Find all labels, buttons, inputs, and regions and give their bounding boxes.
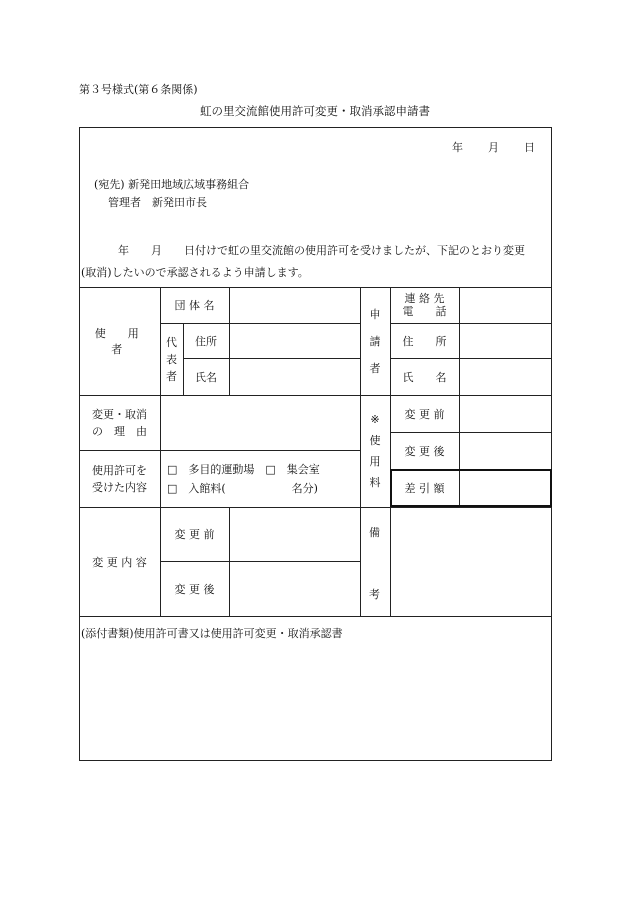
applicant-address-field[interactable] xyxy=(459,323,552,358)
change-before-label: 変 更 前 xyxy=(174,528,215,541)
permit-label: 使用許可を 受けた内容 xyxy=(92,463,147,494)
form-title: 虹の里交流館使用許可変更・取消承認申請書 xyxy=(200,104,430,118)
fee-before-field[interactable] xyxy=(459,395,552,432)
contact-label: 連 絡 先 電 話 xyxy=(402,292,447,318)
reason-field[interactable] xyxy=(160,395,360,450)
change-after-field[interactable] xyxy=(229,561,360,616)
attachment-field[interactable] xyxy=(79,645,552,760)
form-number: 第３号様式(第６条関係) xyxy=(79,83,198,96)
user-label: 使 用 者 xyxy=(94,327,161,356)
fee-label: ※ 使 用 料 xyxy=(369,413,381,489)
permit-option-2[interactable]: □ 入館料( 名分) xyxy=(167,482,318,495)
applicant-name-field[interactable] xyxy=(459,358,552,395)
remarks-label-char: 考 xyxy=(369,588,380,601)
address-label: 住所 xyxy=(195,334,217,348)
change-before-field[interactable] xyxy=(229,507,360,561)
attachment-note: (添付書類)使用許可書又は使用許可変更・取消承認書 xyxy=(81,627,343,640)
manager: 管理者 新発田市長 xyxy=(108,196,207,209)
group-name-label: 団 体 名 xyxy=(174,299,215,312)
contact-phone-field[interactable] xyxy=(459,287,552,323)
fee-after-field[interactable] xyxy=(459,432,552,469)
permit-option-1[interactable]: □ 多目的運動場 □ 集会室 xyxy=(167,463,320,476)
body-line-2: (取消)したいので承認されるよう申請します。 xyxy=(81,266,309,279)
representative-address-field[interactable] xyxy=(229,323,360,358)
remarks-label-char: 備 xyxy=(369,526,380,539)
change-after-label: 変 更 後 xyxy=(174,582,215,596)
reason-label: 変更・取消 の 理 由 xyxy=(92,407,147,438)
fee-before-label: 変 更 前 xyxy=(404,407,445,421)
date-line: 年 月 日 xyxy=(452,141,536,154)
remarks-field[interactable] xyxy=(390,507,552,616)
representative-label: 代 表 者 xyxy=(166,335,177,383)
body-line-1: 年 月 日付けで虹の里交流館の使用許可を受けましたが、下記のとおり変更 xyxy=(118,244,525,257)
change-content-label: 変 更 内 容 xyxy=(92,555,147,569)
addressee: (宛先) 新発田地域広域事務組合 xyxy=(94,178,250,191)
remarks-label xyxy=(360,507,390,616)
representative-name-field[interactable] xyxy=(229,358,360,395)
grid-line xyxy=(79,616,552,617)
difference-label: 差 引 額 xyxy=(404,482,445,495)
group-name-field[interactable] xyxy=(229,287,360,323)
difference-field[interactable] xyxy=(459,469,552,507)
name-label: 氏名 xyxy=(195,370,217,384)
applicant-name-label: 氏 名 xyxy=(402,370,447,384)
applicant-label: 申 請 者 xyxy=(369,307,381,375)
applicant-address-label: 住 所 xyxy=(402,334,447,348)
fee-after-label: 変 更 後 xyxy=(404,444,445,458)
